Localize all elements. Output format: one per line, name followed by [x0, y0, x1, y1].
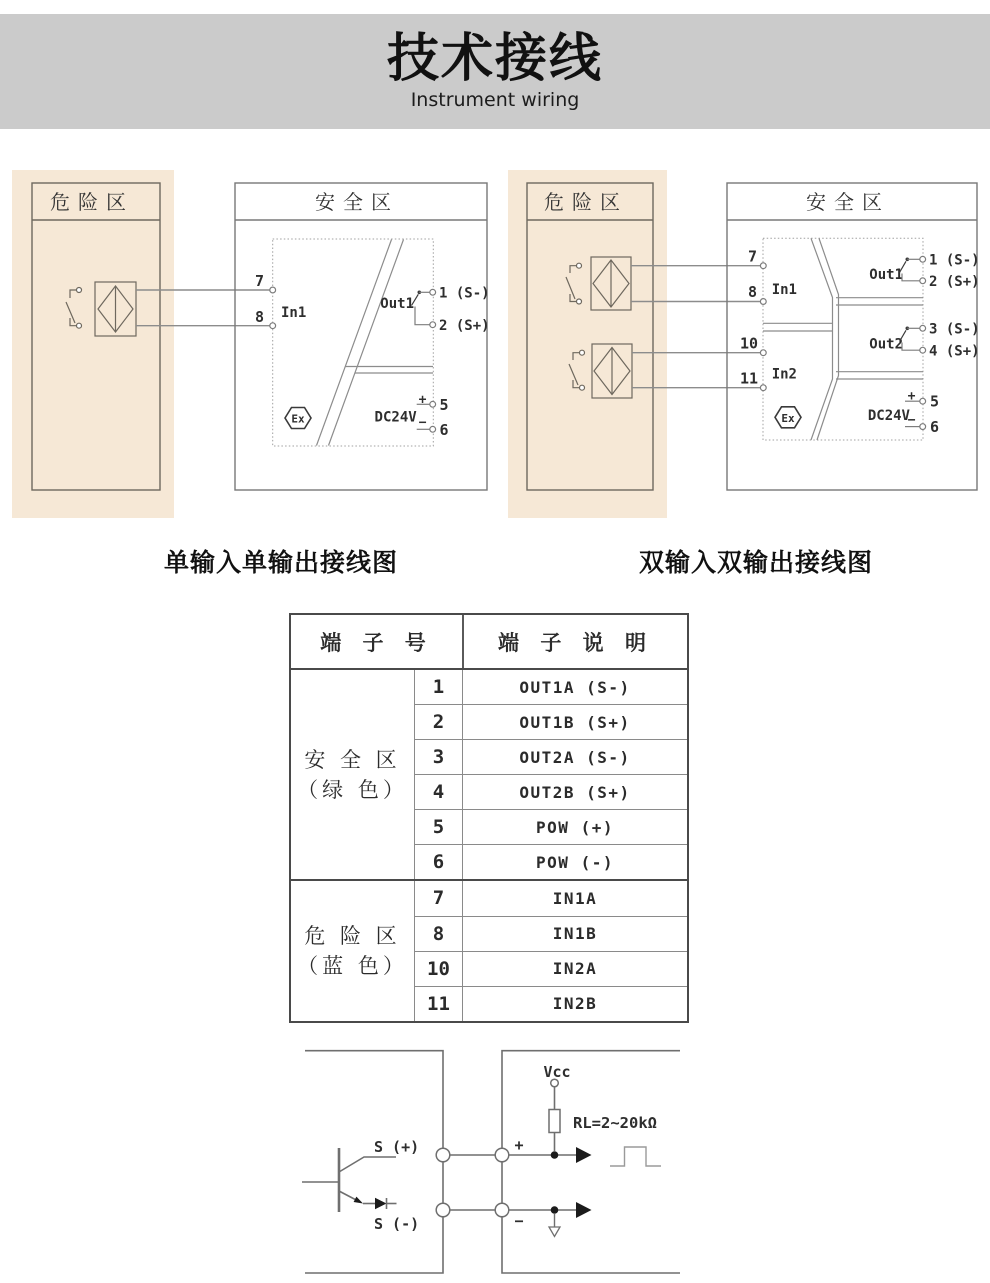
terminal-number: 7 — [415, 881, 463, 915]
table-row — [415, 809, 687, 844]
table-row — [415, 916, 687, 951]
emitter-arrow-icon — [354, 1197, 363, 1204]
ex-label: Ex — [781, 411, 795, 425]
power-terminals — [375, 393, 449, 440]
terminal-number: 2 — [415, 705, 463, 739]
ground-icon — [549, 1227, 560, 1237]
zone-color-note: （蓝 色） — [297, 954, 408, 979]
danger-zone-label: 危险区 — [50, 190, 134, 214]
table-row — [415, 986, 687, 1021]
transistor-output — [302, 1138, 419, 1233]
plus-sign: + — [514, 1136, 524, 1154]
terminal-number: 5 — [415, 810, 463, 844]
table-header-row — [291, 615, 687, 670]
junction-dot — [551, 1206, 559, 1214]
terminal-number: 1 — [415, 670, 463, 704]
page-title: 技术接线 — [386, 29, 603, 89]
power-terminals — [868, 389, 939, 436]
table-row — [415, 704, 687, 739]
s-minus-label: S (-) — [374, 1215, 420, 1233]
terminal-5-label: 5 — [439, 396, 449, 414]
terminal-description: IN2A — [552, 959, 598, 979]
terminal-number: 10 — [415, 952, 463, 986]
ex-certification-icon — [775, 407, 801, 428]
zone-name: 安 全 区 — [304, 747, 401, 772]
terminal-description: IN1B — [552, 924, 598, 944]
minus-sign: − — [418, 415, 427, 431]
terminal-7-label: 7 — [747, 247, 757, 266]
terminal-description: POW (+) — [536, 817, 614, 837]
terminal-6-label: 6 — [930, 418, 940, 436]
terminal-description: OUT1A (S-) — [519, 677, 631, 697]
terminal-11-label: 11 — [739, 369, 758, 388]
table-row — [415, 881, 687, 915]
column-header-terminal: 端 子 号 — [291, 615, 464, 668]
out1-contact — [380, 286, 489, 335]
s-plus-label: S (+) — [374, 1138, 420, 1156]
page-subtitle: Instrument wiring — [410, 89, 580, 111]
resistor-icon — [549, 1110, 560, 1133]
dc24v-label: DC24V — [867, 408, 910, 424]
single-channel-diagram — [12, 170, 490, 518]
hazard-zone-background — [12, 170, 174, 518]
terminal-number: 6 — [415, 845, 463, 879]
zone-color-note: （绿 色） — [297, 777, 408, 802]
minus-sign: − — [907, 413, 916, 428]
wiring-diagrams — [0, 160, 990, 540]
safe-zone-group — [291, 670, 687, 879]
terminal-2-label: 2 (S+) — [439, 318, 490, 334]
terminal-description: IN2B — [552, 994, 598, 1014]
column-header-description: 端 子 说 明 — [498, 630, 653, 655]
safe-zone-label: 安全区 — [806, 190, 890, 214]
minus-sign: − — [514, 1212, 524, 1230]
vcc-label: Vcc — [543, 1063, 571, 1081]
plus-sign: + — [418, 392, 427, 408]
terminal-description: IN1A — [552, 888, 598, 908]
terminal-1-label: 1 (S-) — [929, 252, 980, 269]
table-row — [415, 844, 687, 879]
out2-label: Out2 — [869, 336, 903, 353]
terminal-3-label: 3 (S-) — [929, 321, 980, 338]
table-row — [415, 670, 687, 704]
danger-zone-group — [291, 879, 687, 1021]
table-row — [415, 774, 687, 809]
junction-dot — [551, 1151, 559, 1159]
zone-label-safe — [291, 670, 415, 879]
zone-name: 危 险 区 — [304, 924, 401, 949]
terminal-table — [289, 613, 689, 1023]
out1-label: Out1 — [869, 267, 903, 283]
in1-label: In1 — [281, 305, 307, 321]
dual-channel-diagram — [508, 170, 980, 518]
terminal-number: 8 — [415, 917, 463, 951]
ex-label: Ex — [291, 412, 305, 426]
input-terminals — [255, 272, 306, 329]
ex-certification-icon — [285, 408, 311, 429]
table-row — [415, 739, 687, 774]
dual-diagram-caption: 双输入双输出接线图 — [638, 548, 873, 577]
terminal-8-label: 8 — [254, 308, 264, 326]
terminal-5-label: 5 — [930, 392, 940, 411]
terminal-description: OUT1B (S+) — [519, 712, 631, 732]
output-stage-circuit — [280, 1040, 710, 1283]
hazard-zone-background — [508, 170, 667, 518]
terminal-number: 4 — [415, 775, 463, 809]
input-terminals — [740, 248, 797, 391]
interconnect-terminals — [436, 1148, 509, 1217]
pulse-waveform-icon — [610, 1147, 661, 1166]
terminal-1-label: 1 (S-) — [439, 285, 490, 302]
plus-sign: + — [907, 389, 916, 404]
in1-label: In1 — [771, 282, 797, 298]
out1-label: Out1 — [380, 296, 414, 312]
signal-arrow-icon — [576, 1147, 592, 1163]
terminal-description: POW (-) — [536, 852, 614, 872]
terminal-7-label: 7 — [254, 272, 264, 290]
out1-contact — [869, 252, 979, 290]
terminal-number: 11 — [415, 987, 463, 1021]
out2-contact — [869, 321, 979, 359]
terminal-10-label: 10 — [739, 334, 758, 353]
diode-icon — [375, 1198, 387, 1209]
single-diagram-caption: 单输入单输出接线图 — [163, 548, 398, 577]
terminal-6-label: 6 — [439, 421, 449, 439]
terminal-description: OUT2B (S+) — [519, 782, 631, 802]
receiver-side — [509, 1063, 661, 1237]
terminal-8-label: 8 — [747, 283, 757, 301]
header-band — [0, 14, 990, 129]
dc24v-label: DC24V — [374, 409, 417, 426]
in2-label: In2 — [771, 366, 797, 383]
terminal-4-label: 4 (S+) — [929, 343, 980, 360]
load-resistor-label: RL=2~20kΩ — [573, 1114, 657, 1132]
terminal-description: OUT2A (S-) — [519, 747, 631, 767]
circuit-boxes — [305, 1051, 680, 1273]
table-row — [415, 951, 687, 986]
danger-zone-label: 危险区 — [544, 190, 628, 214]
terminal-number: 3 — [415, 740, 463, 774]
safe-zone-label: 安全区 — [315, 190, 399, 214]
signal-arrow-icon — [576, 1202, 592, 1218]
terminal-2-label: 2 (S+) — [929, 274, 980, 290]
zone-label-danger — [291, 881, 415, 1021]
